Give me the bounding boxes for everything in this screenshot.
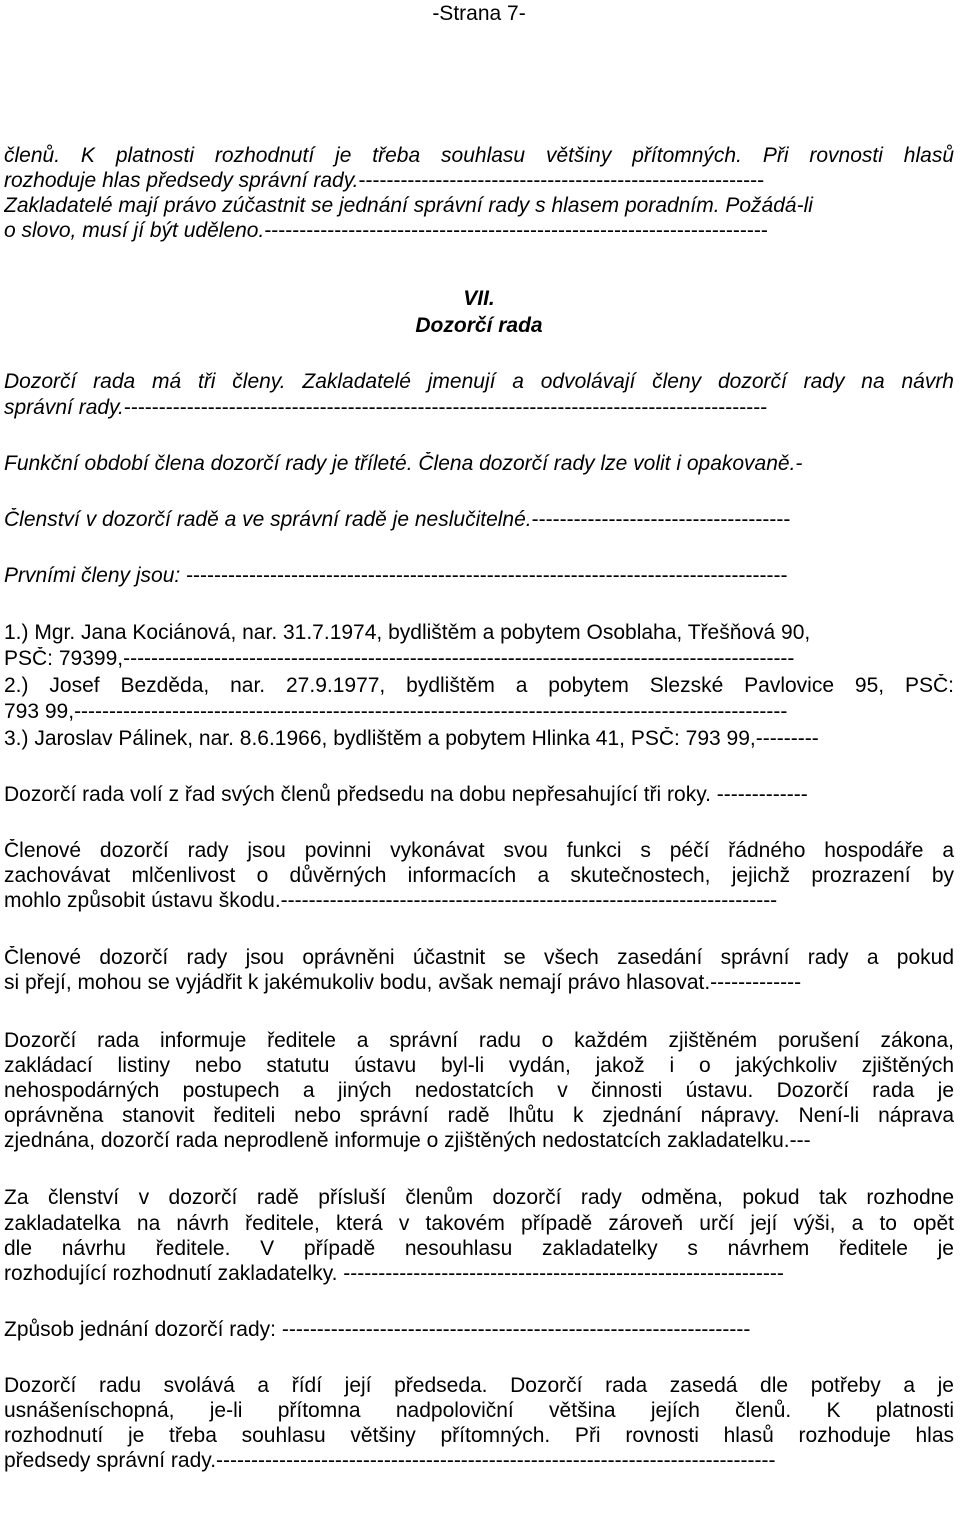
attend-line-2: si přejí, mohou se vyjádřit k jakémukoliv bodu, avšak nemají právo hlasovat.------------- bbox=[4, 971, 802, 994]
duty-line-3: mohlo způsobit ústavu škodu.----------------------------------------------------------------------- bbox=[4, 889, 778, 912]
intro-line-3: Zakladatelé mají právo zúčastnit se jednání správní rady s hlasem poradním. Požádá-li bbox=[4, 194, 813, 217]
dash-filler: ------------------------------------- bbox=[531, 508, 791, 531]
dash-filler: ---------------------------------------------------------- bbox=[358, 169, 765, 192]
incompatibility-text: Členství v dozorčí radě a ve správní radě je neslučitelné. bbox=[4, 508, 532, 531]
inform-line-5: zjednána, dozorčí rada neprodleně informuje o zjištěných nedostatcích zakladatelku.--- bbox=[4, 1129, 811, 1152]
method-heading bbox=[4, 1318, 954, 1342]
member-2-line-1: 2.) Josef Bezděda, nar. 27.9.1977, bydlištěm a pobytem Slezské Pavlovice 95, PSČ: bbox=[4, 674, 954, 697]
intro-line-1: členů. K platnosti rozhodnutí je třeba souhlasu většiny přítomných. Při rovnosti hlasů bbox=[4, 144, 954, 167]
section-number: VII. bbox=[463, 287, 495, 310]
incompatibility-paragraph bbox=[4, 508, 954, 532]
chair-paragraph: Dozorčí rada volí z řad svých členů předsedu na dobu nepřesahující tři roky. ------------- bbox=[4, 783, 808, 806]
inform-line-1: Dozorčí rada informuje ředitele a správní radu o každém zjištěném porušení zákona, bbox=[4, 1029, 954, 1052]
dash-filler: ------------------------------------------------------------------- bbox=[281, 1318, 751, 1341]
first-members-text: Prvními členy jsou: bbox=[4, 564, 187, 587]
intro-line-2-text: rozhoduje hlas předsedy správní rady. bbox=[4, 169, 359, 192]
dash-filler: -------------------------------------------------------------------------------------- bbox=[186, 564, 788, 587]
reward-line-3: dle návrhu ředitele. V případě nesouhlasu zakladatelky s návrhem ředitele je bbox=[4, 1237, 954, 1260]
method-text: Způsob jednání dozorčí rady: bbox=[4, 1318, 282, 1341]
member-1-line-1: 1.) Mgr. Jana Kociánová, nar. 31.7.1974, bydlištěm a pobytem Osoblaha, Třešňová 90, bbox=[4, 621, 811, 644]
inform-line-2: zakládací listiny nebo statutu ústavu byl-li vydán, jakož i o jakýchkoliv zjištěných bbox=[4, 1054, 954, 1077]
convene-line-4: předsedy správní rady.-------------------------------------------------------------------------------- bbox=[4, 1449, 776, 1472]
member-2-line-2: 793 99,------------------------------------------------------------------------------------------------------ bbox=[4, 700, 788, 723]
reward-line-2: zakladatelka na návrh ředitele, která v takovém případě zároveň určí její výši, a to opět bbox=[4, 1212, 954, 1235]
term-paragraph: Funkční období člena dozorčí rady je tříleté. Člena dozorčí rady lze volit i opakovaně.- bbox=[4, 452, 803, 475]
duty-line-2: zachovávat mlčenlivost o důvěrných informacích a skutečnostech, jejichž prozrazení by bbox=[4, 864, 954, 887]
members-line-2-text: správní rady. bbox=[4, 396, 124, 419]
duty-line-1: Členové dozorčí rady jsou povinni vykonávat svou funkci s péčí řádného hospodáře a bbox=[4, 839, 954, 862]
inform-line-3: nehospodárných postupech a jiných nedostatcích v činnosti ústavu. Dozorčí rada je bbox=[4, 1079, 954, 1102]
inform-line-4: oprávněna stanovit řediteli nebo správní radě lhůtu k zjednání nápravy. Není-li náprava bbox=[4, 1104, 954, 1127]
dash-filler: ------------------------------------------------------------------------ bbox=[264, 219, 768, 242]
reward-line-1: Za členství v dozorčí radě přísluší členům dozorčí rady odměna, pokud tak rozhodne bbox=[4, 1186, 954, 1209]
dash-filler: -------------------------------------------------------------------------------------------- bbox=[123, 396, 768, 419]
intro-line-2 bbox=[4, 169, 954, 193]
member-3-line-1: 3.) Jaroslav Pálinek, nar. 8.6.1966, bydlištěm a pobytem Hlinka 41, PSČ: 793 99,--------- bbox=[4, 727, 819, 750]
reward-line-4: rozhodující rozhodnutí zakladatelky. --------------------------------------------------------------- bbox=[4, 1262, 784, 1285]
convene-line-1: Dozorčí radu svolává a řídí její předseda. Dozorčí rada zasedá dle potřeby a je bbox=[4, 1374, 954, 1397]
first-members-heading bbox=[4, 564, 954, 588]
section-title: Dozorčí rada bbox=[415, 314, 543, 337]
page-number: -Strana 7- bbox=[432, 2, 526, 25]
convene-line-2: usnášeníschopná, je-li přítomna nadpoloviční většina jejích členů. K platnosti bbox=[4, 1399, 954, 1422]
member-1-line-2: PSČ: 79399,------------------------------------------------------------------------------------------------ bbox=[4, 647, 795, 670]
attend-line-1: Členové dozorčí rady jsou oprávněni účastnit se všech zasedání správní rady a pokud bbox=[4, 946, 954, 969]
members-line-1: Dozorčí rada má tři členy. Zakladatelé jmenují a odvolávají členy dozorčí rady na návrh bbox=[4, 370, 954, 393]
convene-line-3: rozhodnutí je třeba souhlasu většiny přítomných. Při rovnosti hlasů rozhoduje hlas bbox=[4, 1424, 954, 1447]
members-line-2 bbox=[4, 396, 954, 420]
intro-line-4 bbox=[4, 219, 954, 243]
intro-line-4-text: o slovo, musí jí být uděleno. bbox=[4, 219, 265, 242]
